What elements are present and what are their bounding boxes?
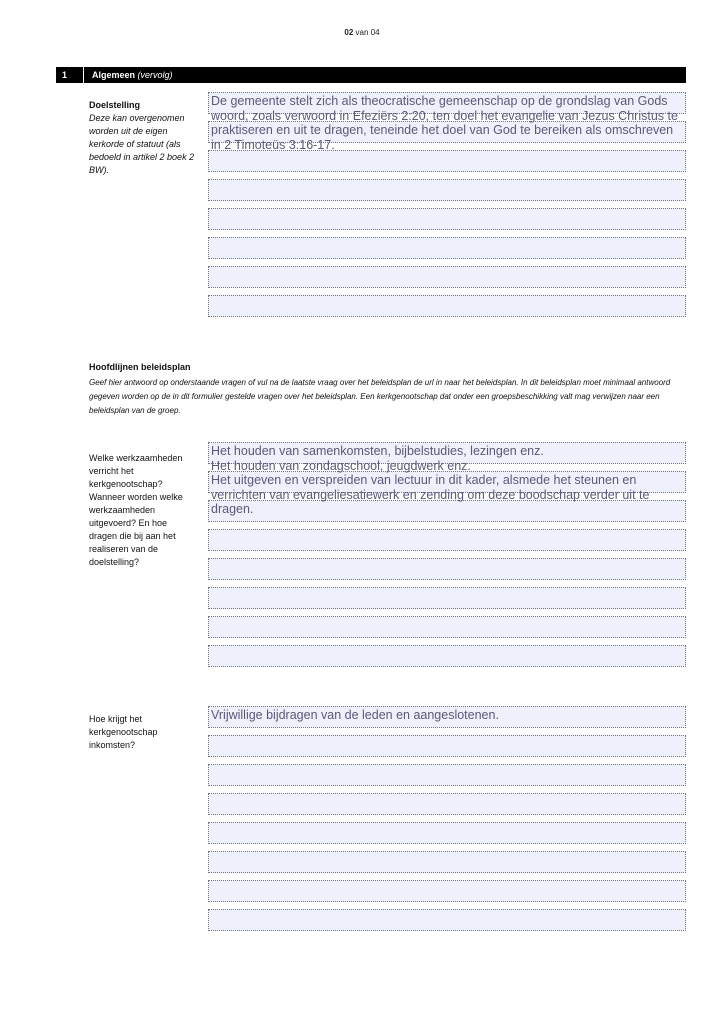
doelstelling-line[interactable] bbox=[208, 266, 686, 288]
page-current: 02 bbox=[344, 28, 354, 37]
inkomsten-line[interactable] bbox=[208, 851, 686, 873]
werkzaamheden-line[interactable] bbox=[208, 616, 686, 638]
werkzaamheden-fieldset bbox=[208, 442, 686, 668]
doelstelling-answer[interactable]: De gemeente stelt zich als theocratische gemeenschap op de grondslag van Gods woord, zoals verwoord in Efeziërs 2:20, ten doel het evangelie van Jezus Christus te praktiseren en uit te dragen, teneinde het doel van God te bereiken als omschreven in 2 Timoteüs 3:16-17. bbox=[211, 94, 678, 152]
werkzaamheden-line[interactable] bbox=[208, 529, 686, 551]
werkzaamheden-line[interactable] bbox=[208, 645, 686, 667]
section-title-text: Algemeen bbox=[92, 70, 136, 80]
beleidsplan-intro: Geef hier antwoord op onderstaande vragen of vul na de laatste vraag over het beleidsplan de url in naar het beleidsplan. In dit beleidsplan moet minimaal antwoord gegeven worden op de in dit formulier gestelde vragen over het beleidsplan. Een kerkgenootschap dat onder een groepsbeschikking valt mag verwijzen naar een beleidsplan van de groep. bbox=[89, 378, 671, 415]
section-subtitle: (vervolg) bbox=[137, 70, 173, 80]
werkzaamheden-line[interactable] bbox=[208, 587, 686, 609]
section-header-bar bbox=[56, 67, 686, 83]
beleidsplan-heading: Hoofdlijnen beleidsplan bbox=[89, 362, 191, 372]
inkomsten-line[interactable] bbox=[208, 880, 686, 902]
werkzaamheden-answer[interactable] bbox=[211, 444, 681, 517]
doelstelling-fieldset bbox=[208, 92, 686, 318]
doelstelling-heading: Doelstelling bbox=[89, 100, 141, 110]
doelstelling-label bbox=[89, 99, 199, 177]
inkomsten-fieldset bbox=[208, 706, 686, 932]
doelstelling-line[interactable] bbox=[208, 179, 686, 201]
inkomsten-line[interactable] bbox=[208, 822, 686, 844]
doelstelling-line[interactable] bbox=[208, 150, 686, 172]
inkomsten-question: Hoe krijgt het kerkgenootschap inkomsten? bbox=[89, 714, 158, 750]
doelstelling-line[interactable] bbox=[208, 295, 686, 317]
section-number: 1 bbox=[62, 70, 68, 80]
page-sep: van bbox=[355, 28, 369, 37]
section-divider bbox=[83, 67, 84, 83]
section-title bbox=[92, 67, 173, 83]
page-total: 04 bbox=[370, 28, 380, 37]
werkzaamheden-question: Welke werkzaamheden verricht het kerkgenootschap? Wanneer worden welke werkzaamheden uitgevoerd? En hoe dragen die bij aan het realiseren van de doelstelling? bbox=[89, 453, 183, 567]
doelstelling-line[interactable] bbox=[208, 237, 686, 259]
inkomsten-line[interactable] bbox=[208, 764, 686, 786]
inkomsten-answer[interactable]: Vrijwillige bijdragen van de leden en aangeslotenen. bbox=[211, 708, 499, 722]
page-number bbox=[0, 28, 724, 37]
werkzaamheden-answer-line: Het uitgeven en verspreiden van lectuur in dit kader, alsmede het steunen en verrichten van evangeliesatiewerk en zending om deze boodschap verder uit te dragen. bbox=[211, 473, 650, 516]
inkomsten-line[interactable] bbox=[208, 909, 686, 931]
inkomsten-line[interactable] bbox=[208, 793, 686, 815]
inkomsten-line[interactable] bbox=[208, 735, 686, 757]
doelstelling-line[interactable] bbox=[208, 208, 686, 230]
werkzaamheden-answer-line: Het houden van samenkomsten, bijbelstudies, lezingen enz. bbox=[211, 444, 544, 458]
werkzaamheden-answer-line: Het houden van zondagschool, jeugdwerk enz. bbox=[211, 458, 471, 473]
werkzaamheden-line[interactable] bbox=[208, 558, 686, 580]
doelstelling-note: Deze kan overgenomen worden uit de eigen kerkorde of statuut (als bedoeld in artikel 2 boek 2 BW). bbox=[89, 113, 195, 175]
